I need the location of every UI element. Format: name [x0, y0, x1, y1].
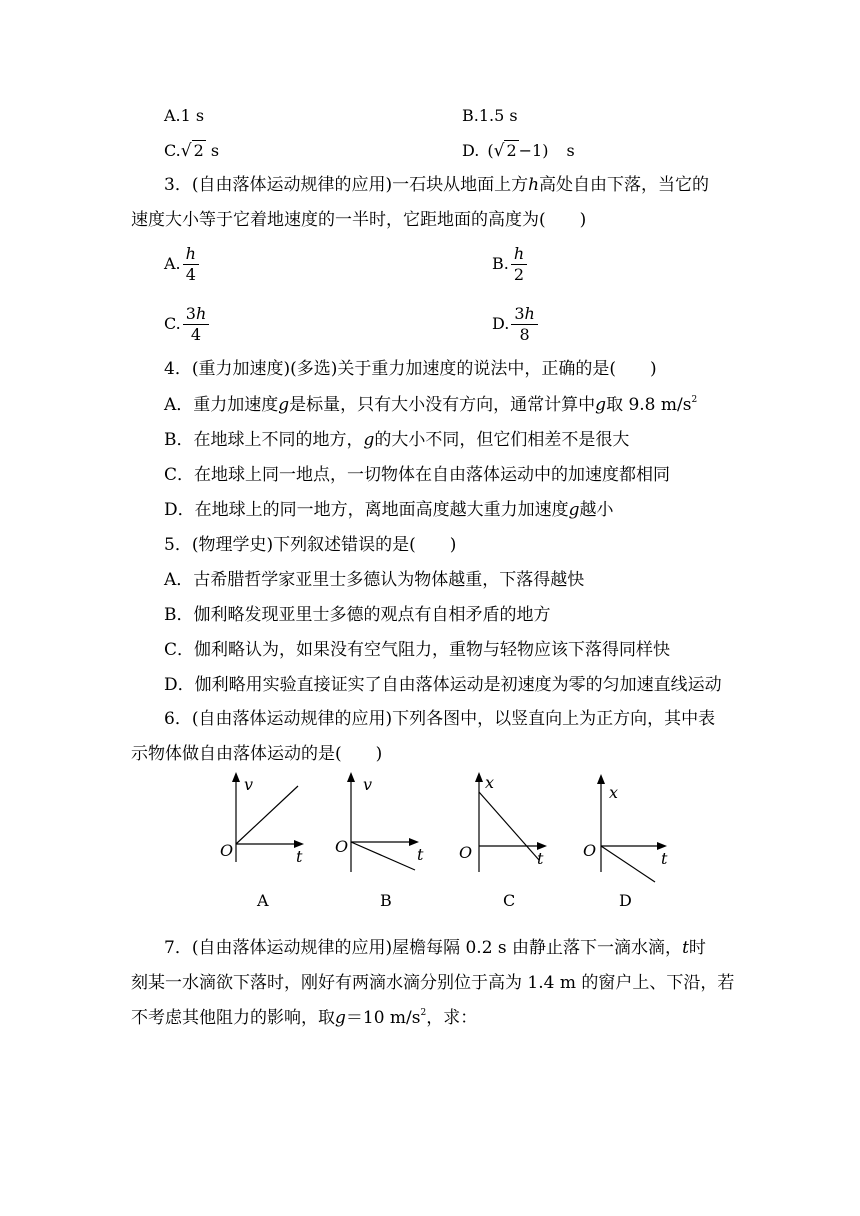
coefficient: 3 [514, 304, 525, 323]
graph-line [479, 792, 539, 860]
q7-stem-line3 [131, 1006, 477, 1030]
text: 高处自由下落，当它的 [539, 175, 710, 195]
var-g: g [363, 430, 375, 450]
option-letter: A. [164, 254, 181, 273]
text: 取 9.8 m/s [606, 395, 692, 415]
option-letter: D. [462, 141, 480, 160]
var-g: g [568, 500, 580, 520]
y-arrow-icon [232, 772, 240, 782]
x-axis-label: t [661, 849, 668, 868]
q2-option-a [164, 104, 204, 128]
origin-label: O [220, 841, 234, 860]
graph-caption: A [257, 891, 269, 910]
numerator [183, 304, 210, 325]
option-value: 1.5 s [478, 106, 518, 125]
q3-stem-line2: 速度大小等于它着地速度的一半时，它距地面的高度为( ) [131, 210, 587, 230]
option-value: 1 s [180, 106, 205, 125]
denominator: 4 [190, 325, 202, 344]
var-g: g [335, 1008, 346, 1028]
q5-option-d: D．伽利略用实验直接证实了自由落体运动是初速度为零的匀加速直线运动 [164, 675, 722, 695]
q2-option-b [462, 104, 518, 128]
origin-label: O [583, 841, 597, 860]
q5-option-b: B．伽利略发现亚里士多德的观点有自相矛盾的地方 [164, 605, 551, 625]
radicand: 2 [193, 141, 204, 160]
y-axis-label: v [363, 775, 373, 794]
option-letter: B. [462, 106, 479, 125]
option-unit: s [566, 141, 575, 160]
denominator: 4 [185, 265, 196, 284]
var-g: g [595, 395, 607, 415]
option-letter: A. [164, 106, 181, 125]
denominator: 2 [513, 265, 525, 284]
graph-b [323, 768, 433, 918]
origin-label: O [459, 843, 473, 862]
x-axis-label: t [296, 847, 303, 866]
text: ，求： [426, 1008, 478, 1028]
sqrt-sign: √ [493, 141, 505, 161]
q5-option-a: A．古希腊哲学家亚里士多德认为物体越重，下落得越快 [164, 570, 585, 590]
q4-option-c: C．在地球上同一地点，一切物体在自由落体运动中的加速度都相同 [164, 465, 671, 485]
fraction [183, 304, 210, 345]
option-letter: D. [492, 314, 510, 333]
graph-line [236, 786, 298, 844]
option-letter: C. [164, 314, 181, 333]
y-arrow-icon [347, 772, 355, 782]
denominator: 8 [519, 325, 530, 344]
text: 越小 [579, 500, 614, 520]
text: ＝10 m/s [345, 1008, 421, 1028]
graph-caption: D [619, 891, 632, 910]
q3-option-a [164, 244, 199, 285]
q3-option-c [164, 304, 209, 345]
q7-stem-line1 [164, 936, 706, 960]
origin-label: O [335, 837, 349, 856]
graph-c [453, 768, 563, 918]
graph-caption: B [380, 891, 392, 910]
exponent: 2 [420, 1008, 427, 1018]
text: 时 [688, 938, 706, 958]
q4-option-a [164, 393, 697, 417]
q3-option-d [492, 304, 538, 345]
numerator: h [511, 244, 527, 265]
q4-option-d [164, 498, 614, 522]
text: 不考虑其他阻力的影响，取 [131, 1008, 335, 1028]
option-letter: C. [164, 141, 181, 160]
exponent: 2 [691, 395, 698, 405]
q4-stem: 4．(重力加速度)(多选)关于重力加速度的说法中，正确的是( ) [164, 359, 657, 379]
fraction [183, 244, 199, 285]
graph-a [200, 768, 310, 918]
q4-option-b [164, 428, 629, 452]
var-h: h [528, 175, 540, 195]
minus-one: −1) [518, 141, 549, 160]
numerator: h [183, 244, 199, 265]
radicand: 2 [506, 141, 517, 160]
text: 是标量，只有大小没有方向，通常计算中 [289, 395, 596, 415]
text: A．重力加速度 [164, 395, 279, 415]
text: 3．(自由落体运动规律的应用)一石块从地面上方 [164, 175, 529, 195]
option-unit: s [205, 141, 220, 160]
y-axis-label: x [609, 783, 619, 802]
q2-option-c [164, 139, 219, 163]
x-axis-label: t [417, 845, 424, 864]
x-axis-label: t [537, 849, 544, 868]
text: B．在地球上不同的地方， [164, 430, 364, 450]
q2-option-d [462, 139, 575, 163]
q5-stem: 5．(物理学史)下列叙述错误的是( ) [164, 535, 457, 555]
fraction [511, 244, 527, 285]
coefficient: 3 [185, 304, 196, 323]
var-t: t [682, 938, 689, 958]
q6-stem-line1: 6．(自由落体运动规律的应用)下列各图中，以竖直向上为正方向，其中表 [164, 709, 716, 729]
graph-caption: C [503, 891, 516, 910]
numerator [511, 304, 538, 325]
graph-line [601, 846, 655, 882]
fraction [511, 304, 538, 345]
option-letter: B. [492, 254, 509, 273]
q6-stem-line2: 示物体做自由落体运动的是( ) [131, 744, 383, 764]
var-h: h [195, 304, 207, 323]
text: D．在地球上的同一地方，离地面高度越大重力加速度 [164, 500, 569, 520]
q5-option-c: C．伽利略认为，如果没有空气阻力，重物与轻物应该下落得同样快 [164, 640, 671, 660]
q3-option-b [492, 244, 527, 285]
y-axis-label: v [244, 775, 254, 794]
y-arrow-icon [475, 772, 483, 782]
y-axis-label: x [485, 773, 495, 792]
y-arrow-icon [597, 774, 605, 784]
text: 的大小不同，但它们相差不是很大 [374, 430, 630, 450]
var-g: g [278, 395, 290, 415]
q3-stem-line1 [164, 173, 709, 197]
var-h: h [524, 304, 535, 323]
graph-line [351, 842, 415, 870]
graph-d [573, 768, 683, 918]
q7-stem-line2: 刻某一水滴欲下落时，刚好有两滴水滴分别位于高为 1.4 m 的窗户上、下沿，若 [131, 973, 735, 993]
text: 7．(自由落体运动规律的应用)屋檐每隔 0.2 s 由静止落下一滴水滴， [164, 938, 683, 958]
sqrt-sign: √ [180, 141, 192, 161]
paren: ( [487, 141, 494, 160]
